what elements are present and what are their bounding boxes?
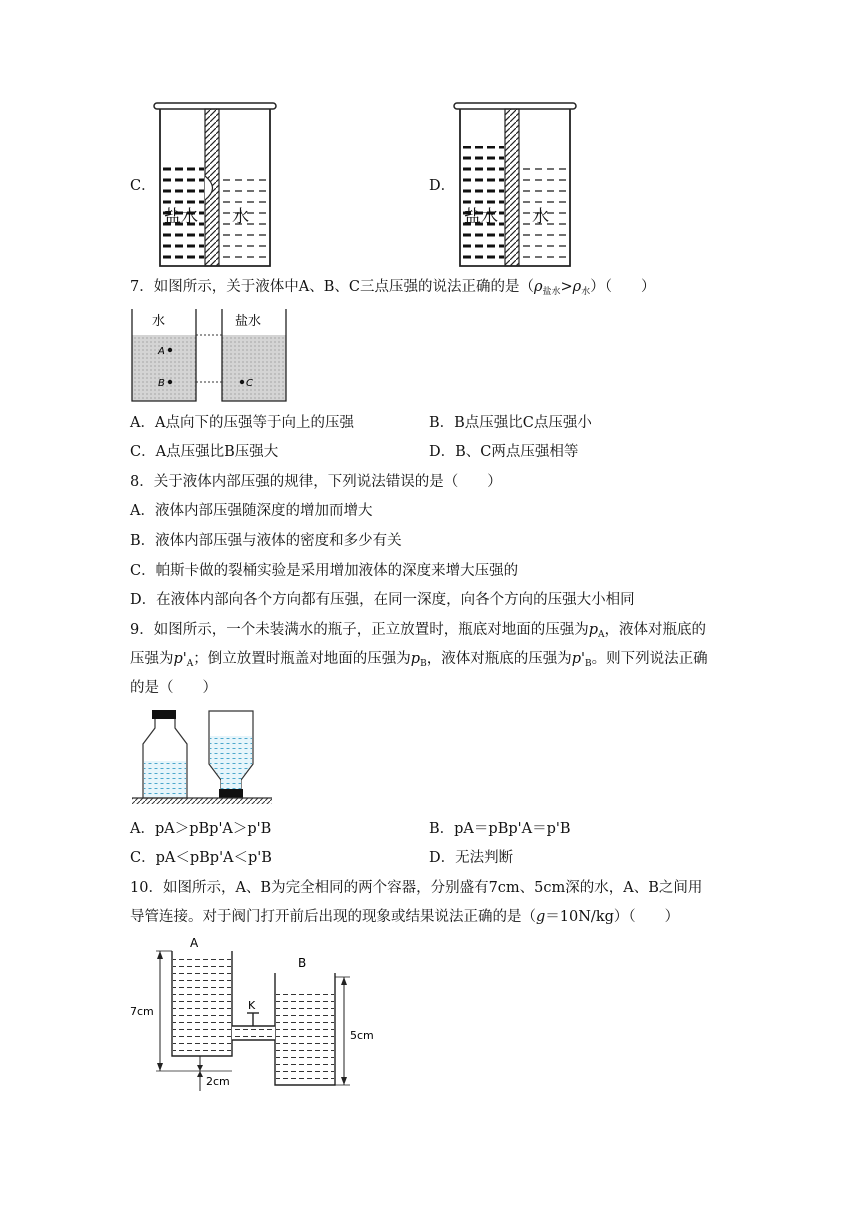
- water-label: 水: [532, 207, 549, 227]
- q8-option-d: D．在液体内部向各个方向都有压强，在同一深度，向各个方向的压强大小相同: [130, 592, 635, 608]
- q7-stem: 7．如图所示，关于液体中A、B、C三点压强的说法正确的是$(\rho_{盐水}>\rho_水)$（ ）: [130, 279, 656, 297]
- dim-7cm: 7cm: [130, 1005, 154, 1018]
- salt-water-label: 盐水: [164, 207, 198, 227]
- dim-2cm: 2cm: [206, 1075, 230, 1088]
- q9-stem-line3: 的是（ ）: [130, 680, 217, 696]
- salt-water-label: 盐水: [235, 314, 262, 329]
- salt-water-label: 盐水: [464, 207, 498, 227]
- bottle-cap-inverted: [219, 789, 243, 798]
- q10-stem-line2: 导管连接。对于阀门打开前后出现的现象或结果说法正确的是（g＝10N/kg）（ ）: [130, 909, 680, 925]
- q7-option-c: C．A点压强比B压强大: [130, 444, 279, 460]
- container-b-label: B: [298, 956, 307, 970]
- q9-option-a: A．pA＞pBp'A＞p'B: [130, 821, 272, 837]
- dim-5cm: 5cm: [350, 1029, 374, 1042]
- point-a: [168, 348, 172, 352]
- valve-k-label: K: [248, 999, 256, 1012]
- water-label: 水: [232, 207, 249, 227]
- ground: [132, 798, 272, 804]
- q9-option-b: B．pA＝pBp'A＝p'B: [429, 821, 571, 837]
- q7-option-a: A．A点向下的压强等于向上的压强: [130, 415, 354, 431]
- q7-option-d: D．B、C两点压强相等: [429, 444, 579, 460]
- point-c: [240, 380, 244, 384]
- q10-stem-line1: 10．如图所示，A、B为完全相同的两个容器，分别盛有7cm、5cm深的水，A、B之间用: [130, 880, 703, 896]
- bottle-cap-upright: [152, 710, 176, 719]
- q8-option-a: A．液体内部压强随深度的增加而增大: [130, 503, 373, 519]
- q9-option-d: D．无法判断: [429, 850, 514, 866]
- q9-figure: [130, 706, 275, 808]
- q8-option-b: B．液体内部压强与液体的密度和多少有关: [130, 533, 402, 549]
- q6-figure-c: [150, 98, 280, 270]
- q9-option-c: C．pA＜pBp'A＜p'B: [130, 850, 272, 866]
- q10-figure: [130, 935, 380, 1095]
- q9-stem-line1: 9．如图所示，一个未装满水的瓶子，正立放置时，瓶底对地面的压强为$p_A$，液体对瓶底的: [130, 622, 707, 640]
- water-label: 水: [152, 314, 166, 329]
- q9-stem-line2: 压强为$p'_A$；倒立放置时瓶盖对地面的压强为$p_B$，液体对瓶底的压强为$p'_B$。则下列说法正确: [130, 651, 708, 669]
- point-b: [168, 380, 172, 384]
- q7-figure: [130, 305, 290, 405]
- q7-option-b: B．B点压强比C点压强小: [429, 415, 592, 431]
- point-a-label: A: [158, 346, 165, 357]
- q6-figure-d: [450, 98, 580, 270]
- q6-option-c-label: C．: [130, 178, 156, 194]
- point-c-label: C: [246, 378, 253, 389]
- q8-option-c: C．帕斯卡做的裂桶实验是采用增加液体的深度来增大压强的: [130, 563, 519, 579]
- q8-stem: 8．关于液体内部压强的规律，下列说法错误的是（ ）: [130, 474, 502, 490]
- q6-option-d-label: D．: [429, 178, 456, 194]
- container-a-label: A: [190, 936, 199, 950]
- point-b-label: B: [158, 378, 165, 389]
